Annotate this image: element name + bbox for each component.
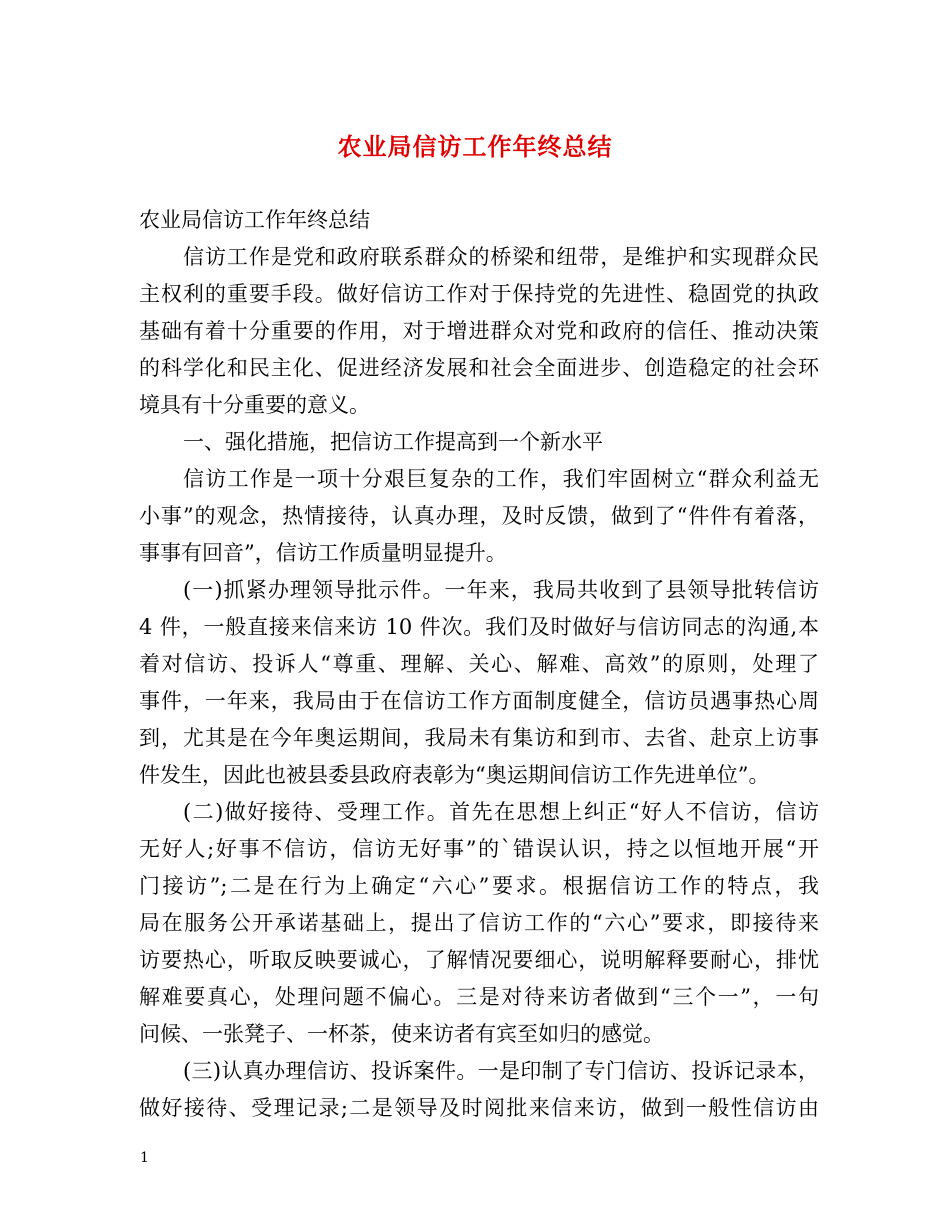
body-line: (一)抓紧办理领导批示件。一年来，我局共收到了县领导批转信访 (183, 578, 819, 602)
body-line: 事事有回音”，信访工作质量明显提升。 (139, 541, 507, 565)
body-line: 的科学化和民主化、促进经济发展和社会全面进步、创造稳定的社会环 (139, 356, 819, 380)
section-heading: 一、强化措施，把信访工作提高到一个新水平 (183, 430, 603, 454)
body-line: 事件，一年来，我局由于在信访工作方面制度健全，信访员遇事热心周 (139, 689, 819, 713)
body-line: 信访工作是党和政府联系群众的桥梁和纽带，是维护和实现群众民 (183, 245, 819, 269)
document-body (139, 202, 819, 1127)
body-line: 基础有着十分重要的作用，对于增进群众对党和政府的信任、推动决策 (139, 319, 819, 343)
body-line: 主权利的重要手段。做好信访工作对于保持党的先进性、稳固党的执政 (139, 282, 819, 306)
body-line: 门接访”;二是在行为上确定“六心”要求。根据信访工作的特点，我 (139, 874, 819, 898)
body-line: 小事”的观念，热情接待，认真办理，及时反馈，做到了“件件有着落， (139, 504, 819, 528)
body-line: 无好人;好事不信访，信访无好事”的`错误认识，持之以恒地开展“开 (139, 837, 819, 861)
body-line-subtitle: 农业局信访工作年终总结 (139, 208, 370, 232)
body-line: 做好接待、受理记录;二是领导及时阅批来信来访，做到一般性信访由 (139, 1096, 819, 1120)
page-number: 1 (140, 1150, 149, 1166)
body-line: (二)做好接待、受理工作。首先在思想上纠正“好人不信访，信访 (183, 800, 819, 824)
body-line: 境具有十分重要的意义。 (139, 393, 370, 417)
body-line: 局在服务公开承诺基础上，提出了信访工作的“六心”要求，即接待来 (139, 911, 819, 935)
body-line: 到，尤其是在今年奥运期间，我局未有集访和到市、去省、赴京上访事 (139, 726, 819, 750)
body-line: 着对信访、投诉人“尊重、理解、关心、解难、高效”的原则，处理了 (139, 652, 819, 676)
body-line: 4 件，一般直接来信来访 10 件次。我们及时做好与信访同志的沟通,本 (139, 615, 819, 639)
body-line: 解难要真心，处理问题不偏心。三是对待来访者做到“三个一”，一句 (139, 985, 819, 1009)
document-title: 农业局信访工作年终总结 (337, 132, 613, 161)
body-line: (三)认真办理信访、投诉案件。一是印制了专门信访、投诉记录本， (183, 1059, 819, 1083)
body-line: 件发生，因此也被县委县政府表彰为“奥运期间信访工作先进单位”。 (139, 763, 770, 787)
body-line: 访要热心，听取反映要诚心，了解情况要细心，说明解释要耐心，排忧 (139, 948, 819, 972)
body-line: 信访工作是一项十分艰巨复杂的工作，我们牢固树立“群众利益无 (183, 467, 819, 491)
body-line: 问候、一张凳子、一杯茶，使来访者有宾至如归的感觉。 (139, 1022, 664, 1046)
